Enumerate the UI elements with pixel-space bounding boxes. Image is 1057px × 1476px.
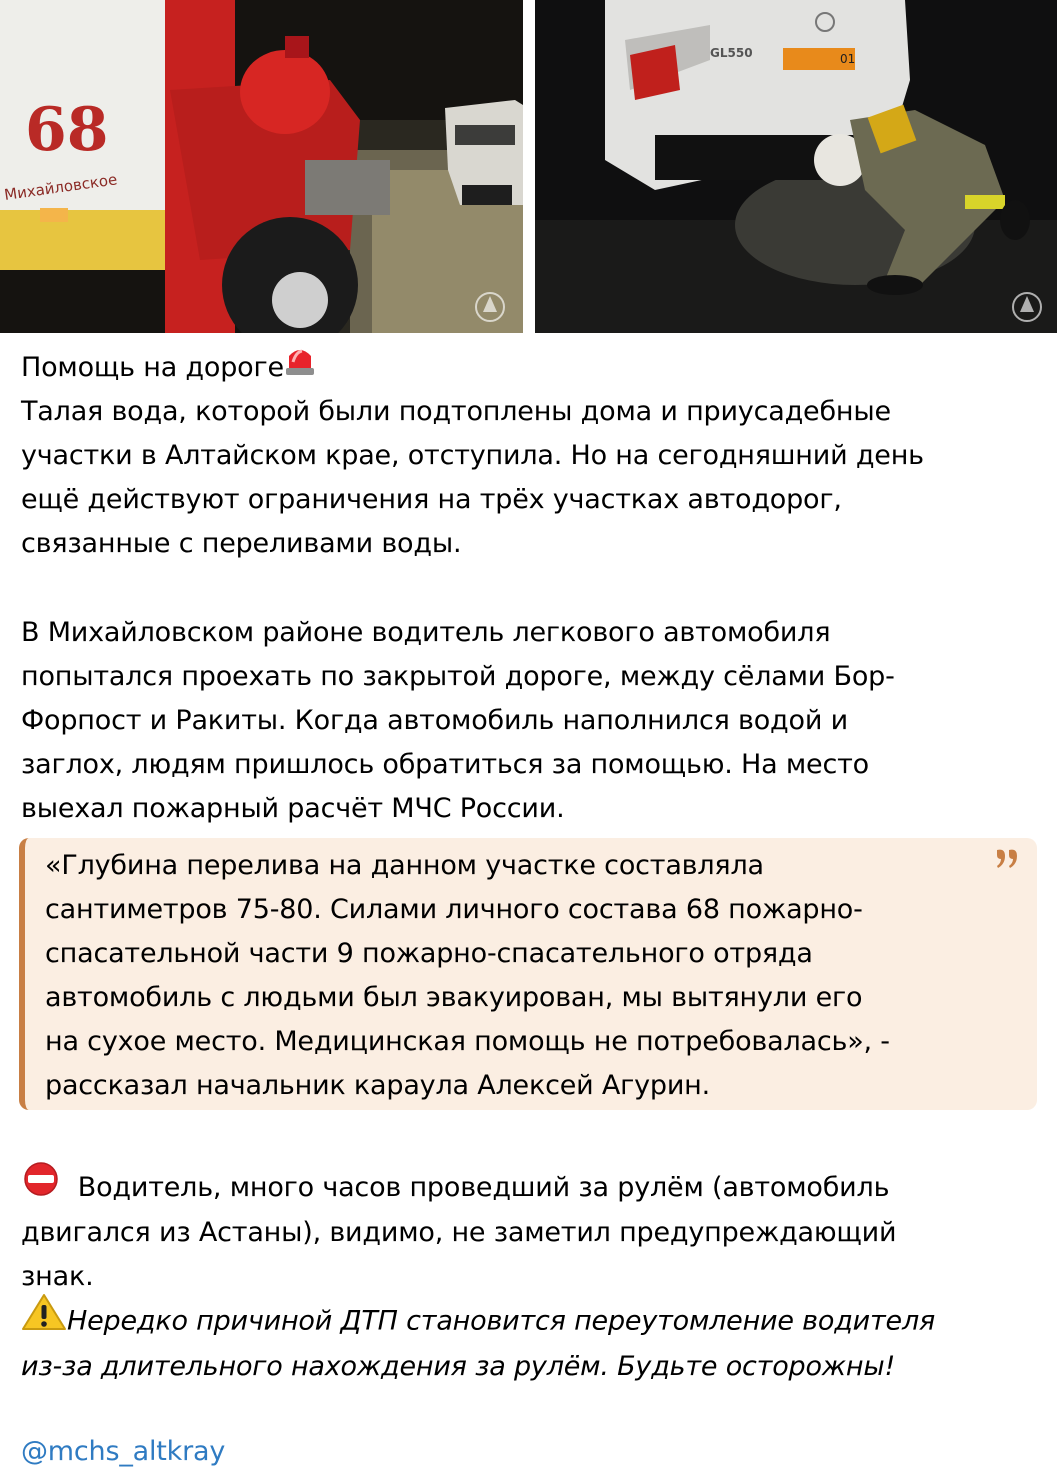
- post-para2-line: попытался проехать по закрытой дороге, между сёлами Бор-: [21, 661, 895, 692]
- warning-icon: [21, 1293, 67, 1345]
- quote-line: спасательной части 9 пожарно-спасательного отряда: [45, 938, 813, 969]
- truck-text: Михайловское: [3, 170, 119, 204]
- no-entry-icon: [21, 1161, 61, 1211]
- quote-line: «Глубина перелива на данном участке составляла: [45, 850, 764, 881]
- photo-fire-truck[interactable]: [0, 0, 523, 333]
- post-title-text: Помощь на дороге: [21, 352, 284, 383]
- post-para1-line: ещё действуют ограничения на трёх участках автодорог,: [21, 484, 842, 515]
- post-para3-line: Водитель, много часов проведший за рулём (автомобиль: [77, 1172, 890, 1203]
- post-para1-line: участки в Алтайском крае, отступила. Но на сегодняшний день: [21, 440, 924, 471]
- quote-block: [19, 838, 1037, 1110]
- car-badge: GL550: [710, 46, 753, 60]
- quote-line: рассказал начальник караула Алексей Агурин.: [45, 1070, 711, 1101]
- post-para3-line: двигался из Астаны), видимо, не заметил предупреждающий: [21, 1216, 897, 1248]
- post-footer: [21, 1430, 1036, 1474]
- quote-line: сантиметров 75-80. Силами личного состава 68 пожарно-: [45, 894, 863, 925]
- post-para3: [21, 1166, 1036, 1389]
- quote-line: автомобиль с людьми был эвакуирован, мы вытянули его: [45, 982, 863, 1013]
- post-para3-line: знак.: [21, 1260, 94, 1292]
- post-warning-line: из-за длительного нахождения за рулём. Будьте осторожны!: [21, 1350, 896, 1382]
- post-para2-line: выехал пожарный расчёт МЧС России.: [21, 793, 565, 824]
- post-intro: [21, 346, 1036, 566]
- post-para1-line: связанные с переливами воды.: [21, 528, 462, 559]
- quote-line: на сухое место. Медицинская помощь не потребовалась», -: [45, 1026, 890, 1057]
- post-para2: [21, 611, 1036, 831]
- license-plate: 01: [840, 52, 856, 66]
- rotating-light-icon: [284, 342, 316, 390]
- quote-text: [45, 844, 890, 1108]
- truck-number: 68: [25, 95, 109, 165]
- channel-link[interactable]: @mchs_altkray: [21, 1436, 226, 1467]
- post-warning-line: Нередко причиной ДТП становится переутомление водителя: [67, 1305, 936, 1336]
- post-para2-line: Форпост и Ракиты. Когда автомобиль наполнился водой и: [21, 705, 848, 736]
- post-warning-first-line: [21, 1299, 1036, 1345]
- quote-mark-icon: [995, 848, 1021, 870]
- post-para2-line: В Михайловском районе водитель легкового автомобиля: [21, 617, 831, 648]
- post-para1-line: Талая вода, которой были подтоплены дома и приусадебные: [21, 396, 891, 427]
- post-para3-first-line: [21, 1166, 1036, 1211]
- post-title: [21, 346, 1036, 390]
- photo-album: [0, 0, 1057, 333]
- photo-rescuer-under-car[interactable]: [535, 0, 1057, 333]
- post-para2-line: заглох, людям пришлось обратиться за помощью. На место: [21, 749, 869, 780]
